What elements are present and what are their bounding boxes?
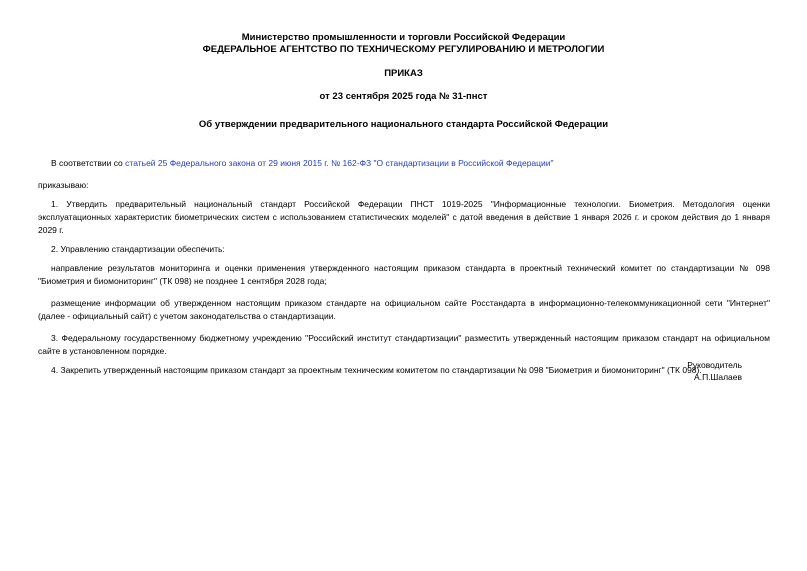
paragraph-2a: направление результатов мониторинга и оценки применения утвержденного настоящим приказом стандарта в проектный технический комитет по стандартизации № 098 "Биометрия и биомониторинг" (ТК 098) не позднее 1 сентября 2028 года; [38,263,770,286]
intro-prefix-text: В соответствии со [51,158,126,168]
document-body [38,157,770,377]
paragraph-2b: размещение информации об утвержденном настоящим приказом стандарте на официальном сайте Росстандарта в информационно-телекоммуникационной сети "Интернет" (далее - официальный сайт) с учетом законодательства о стандартизации. [38,298,770,321]
document-type: ПРИКАЗ [384,68,423,79]
paragraph-2: 2. Управлению стандартизации обеспечить: [51,244,225,254]
law-reference-link[interactable]: статьей 25 Федерального закона от 29 июня 2015 г. № 162-ФЗ "О стандартизации в Российской Федерации" [125,158,554,168]
signer-name: А.П.Шалаев [694,371,742,382]
document-header [0,0,807,102]
signature-block [687,360,742,383]
ministry-name: Министерство промышленности и торговли Российской Федерации [241,32,566,43]
decree-word: приказываю: [38,180,89,190]
agency-name: ФЕДЕРАЛЬНОЕ АГЕНТСТВО ПО ТЕХНИЧЕСКОМУ РЕГУЛИРОВАНИЮ И МЕТРОЛОГИИ [202,43,605,55]
paragraph-3: 3. Федеральному государственному бюджетному учреждению "Российский институт стандартизации" разместить утвержденный настоящим приказом стандарт на официальном сайте в установленном порядке. [38,333,770,356]
page-title: Об утверждении предварительного национального стандарта Российской Федерации [198,119,609,130]
paragraph-1: 1. Утвердить предварительный национальный стандарт Российской Федерации ПНСТ 1019-2025 "Информационные технологии. Биометрия. Методология оценки эксплуатационных характеристик биометрических систем с использованием статистических моделей" с датой введения в действие 1 января 2026 г. и сроком действия до 1 января 2029 г. [38,199,770,235]
signer-position: Руководитель [687,360,742,370]
document-date-number: от 23 сентября 2025 года № 31-пнст [319,91,488,102]
paragraph-4: 4. Закрепить утвержденный настоящим приказом стандарт за проектным техническим комитетом по стандартизации № 098 "Биометрия и биомониторинг" (ТК 098). [51,365,702,375]
intro-paragraph [38,157,770,170]
